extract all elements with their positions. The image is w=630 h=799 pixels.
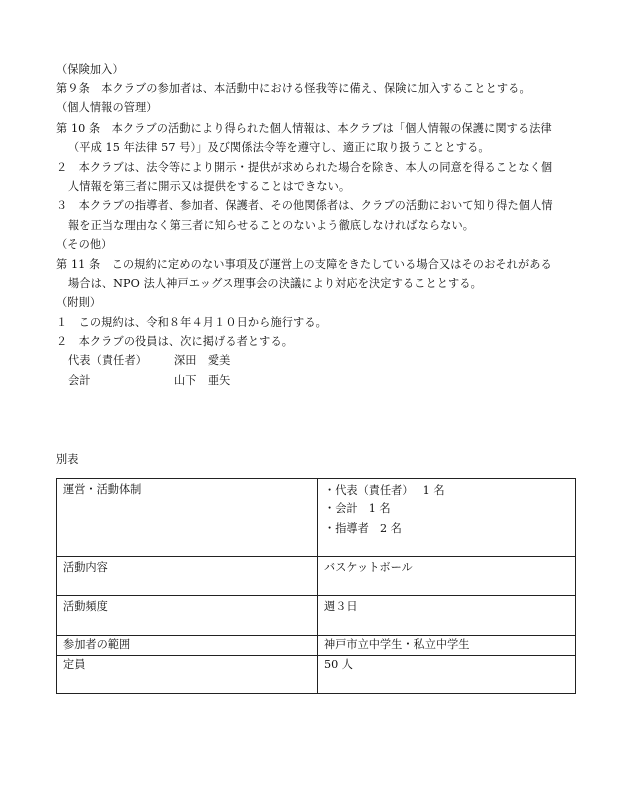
supplementary-2: ２ 本クラブの役員は、次に掲げる者とする。 (56, 335, 294, 348)
value-line: ・会計 1 名 (324, 502, 391, 515)
insurance-heading: （保険加入） (56, 63, 124, 76)
article-10-line-1: 第 10 条 本クラブの活動により得られた個人情報は、本クラブは「個人情報の保護に関する法律 (56, 122, 552, 135)
appendix-title: 別表 (56, 453, 79, 466)
officer-name: 深田 愛美 (174, 354, 231, 367)
row-key: 活動頻度 (57, 596, 318, 636)
article-10-para-3-line-1: ３ 本クラブの指導者、参加者、保護者、その他関係者は、クラブの活動において知り得た個人情 (56, 199, 553, 212)
table-row (57, 557, 576, 596)
officer-row (68, 374, 230, 388)
row-key: 活動内容 (57, 557, 318, 596)
appendix-table (56, 478, 576, 694)
table-row (57, 636, 576, 656)
value-line: ・代表（責任者） 1 名 (324, 484, 445, 497)
row-value: 50 人 (318, 656, 576, 694)
article-11-line-2: 場合は、NPO 法人神戸エッグス理事会の決議により対応を決定することとする。 (68, 277, 482, 290)
officer-position: 代表（責任者） (68, 354, 148, 367)
row-value (318, 479, 576, 557)
row-value: バスケットボール (318, 557, 576, 596)
other-heading: （その他） (56, 238, 113, 251)
article-9: 第９条 本クラブの参加者は、本活動中における怪我等に備え、保険に加入することとする。 (56, 82, 531, 95)
table-row (57, 596, 576, 636)
value-line: ・指導者 2 名 (324, 522, 402, 535)
supplementary-heading: （附則） (56, 296, 102, 309)
table-row (57, 656, 576, 694)
article-11-line-1: 第 11 条 この規約に定めのない事項及び運営上の支障をきたしている場合又はそのおそれがある (56, 258, 552, 271)
table-row (57, 479, 576, 557)
officer-position: 会計 (68, 374, 91, 387)
supplementary-1: １ この規約は、令和８年４月１０日から施行する。 (56, 316, 327, 329)
row-key: 定員 (57, 656, 318, 694)
row-value: 週３日 (318, 596, 576, 636)
officer-name: 山下 亜矢 (174, 374, 231, 387)
article-10-para-2-line-1: ２ 本クラブは、法令等により開示・提供が求められた場合を除き、本人の同意を得ることなく個 (56, 161, 553, 174)
officer-row (68, 354, 230, 368)
article-10-para-3-line-2: 報を正当な理由なく第三者に知らせることのないよう徹底しなければならない。 (68, 219, 475, 232)
article-10-para-2-line-2: 人情報を第三者に開示又は提供をすることはできない。 (68, 180, 351, 193)
privacy-heading: （個人情報の管理） (56, 101, 158, 114)
row-value: 神戸市立中学生・私立中学生 (318, 636, 576, 656)
row-key: 運営・活動体制 (57, 479, 318, 557)
row-key: 参加者の範囲 (57, 636, 318, 656)
article-10-line-2: （平成 15 年法律 57 号）」及び関係法令等を遵守し、適正に取り扱うこととする。 (68, 141, 490, 154)
